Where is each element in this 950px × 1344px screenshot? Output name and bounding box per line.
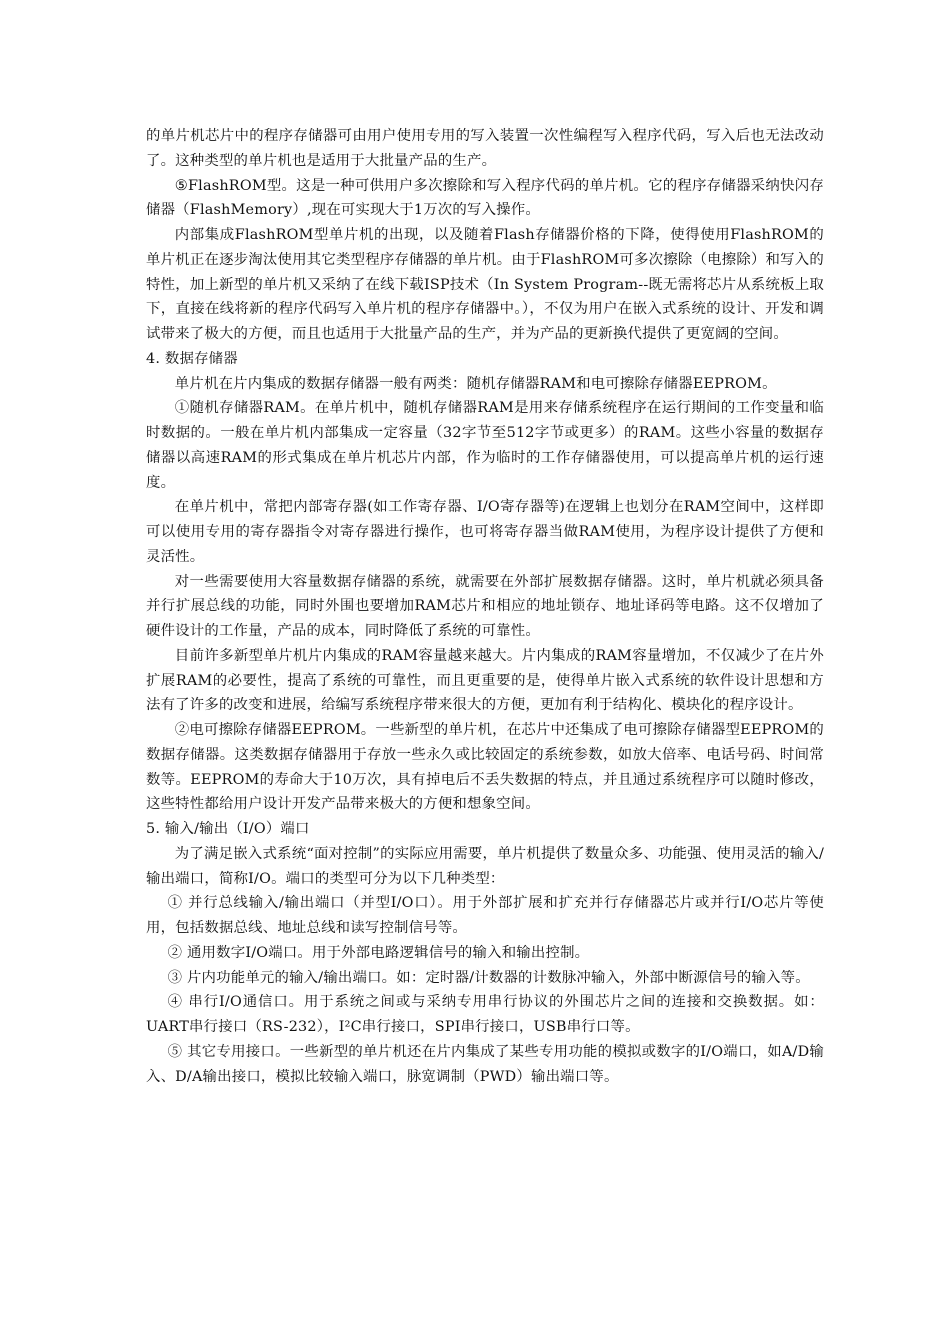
paragraph-ram: ①随机存储器RAM。在单片机中，随机存储器RAM是用来存储系统程序在运行期间的工作变量和临时数据的。一般在单片机内部集成一定容量（32字节至512字节或更多）的RAM。这些小容量的数据存储器以高速RAM的形式集成在单片机芯片内部，作为临时的工作存储器使用，可以提高单片机的运行速度。 [146,400,824,491]
paragraph-1: 的单片机芯片中的程序存储器可由用户使用专用的写入装置一次性编程写入程序代码，写入后也无法改动了。这种类型的单片机也是适用于大批量产品的生产。 [146,128,824,169]
list-item-serial-io: ④ 串行I/O通信口。用于系统之间或与采纳专用串行协议的外围芯片之间的连接和交换数据。如：UART串行接口（RS-232），I²C串行接口，SPI串行接口，USB串行口等。 [146,994,824,1035]
list-item-function-unit-io: ③ 片内功能单元的输入/输出端口。如：定时器/计数器的计数脉冲输入，外部中断源信号的输入等。 [167,969,810,986]
section-heading-io-ports: 5. 输入/输出（I/O）端口 [146,821,310,837]
list-item-gpio: ② 通用数字I/O端口。用于外部电路逻辑信号的输入和输出控制。 [167,944,590,961]
document-body [146,124,824,1089]
paragraph-registers: 在单片机中，常把内部寄存器(如工作寄存器、I/O寄存器等)在逻辑上也划分在RAM空间中，这样即可以使用专用的寄存器指令对寄存器进行操作，也可将寄存器当做RAM使用，为程序设计提供了方便和灵活性。 [146,499,824,565]
list-item-special-interface: ⑤ 其它专用接口。一些新型的单片机还在片内集成了某些专用功能的模拟或数字的I/O端口，如A/D输入、D/A输出接口，模拟比较输入端口，脉宽调制（PWD）输出端口等。 [146,1043,824,1085]
paragraph-flashrom: ⑤FlashROM型。这是一种可供用户多次擦除和写入程序代码的单片机。它的程序存储器采纳快闪存储器（FlashMemory）,现在可实现大于1万次的写入操作。 [146,177,824,219]
paragraph-io-intro: 为了满足嵌入式系统“面对控制”的实际应用需要，单片机提供了数量众多、功能强、使用灵活的输入/输出端口，简称I/O。端口的类型可分为以下几种类型： [146,845,824,887]
paragraph-data-memory-intro: 单片机在片内集成的数据存储器一般有两类：随机存储器RAM和电可擦除存储器EEPROM。 [174,375,777,392]
list-item-parallel-bus: ① 并行总线输入/输出端口（并型I/O口）。用于外部扩展和扩充并行存储器芯片或并行I/O芯片等使用，包括数据总线、地址总线和读写控制信号等。 [146,895,824,936]
section-heading-data-memory: 4. 数据存储器 [146,350,238,367]
paragraph-external-ram: 对一些需要使用大容量数据存储器的系统，就需要在外部扩展数据存储器。这时，单片机就必须具备并行扩展总线的功能，同时外围也要增加RAM芯片和相应的地址锁存、地址译码等电路。这不仅增加了硬件设计的工作量，产品的成本，同时降低了系统的可靠性。 [146,573,824,639]
paragraph-eeprom: ②电可擦除存储器EEPROM。一些新型的单片机，在芯片中还集成了电可擦除存储器型EEPROM的数据存储器。这类数据存储器用于存放一些永久或比较固定的系统参数，如放大倍率、电话号码、时间常数等。EEPROM的寿命大于10万次，具有掉电后不丢失数据的特点，并且通过系统程序可以随时修改，这些特性都给用户设计开发产品带来极大的方便和想象空间。 [146,722,824,813]
paragraph-flashrom-isp: 内部集成FlashROM型单片机的出现，以及随着Flash存储器价格的下降，使得使用FlashROM的单片机正在逐步淘汰使用其它类型程序存储器的单片机。由于FlashROM可多次擦除（电擦除）和写入的特性，加上新型的单片机又采纳了在线下载ISP技术（In System Program--既无需将芯片从系统板上取下，直接在线将新的程序代码写入单片机的程序存储器中。），不仅为用户在嵌入式系统的设计、开发和调试带来了极大的方便，而且也适用于大批量产品的生产，并为产品的更新换代提供了更宽阔的空间。 [146,227,824,342]
paragraph-ram-capacity: 目前许多新型单片机片内集成的RAM容量越来越大。片内集成的RAM容量增加，不仅减少了在片外扩展RAM的必要性，提高了系统的可靠性，而且更重要的是，使得单片嵌入式系统的软件设计思想和方法有了许多的改变和进展，给编写系统程序带来很大的方便，更加有利于结构化、模块化的程序设计。 [146,647,824,714]
